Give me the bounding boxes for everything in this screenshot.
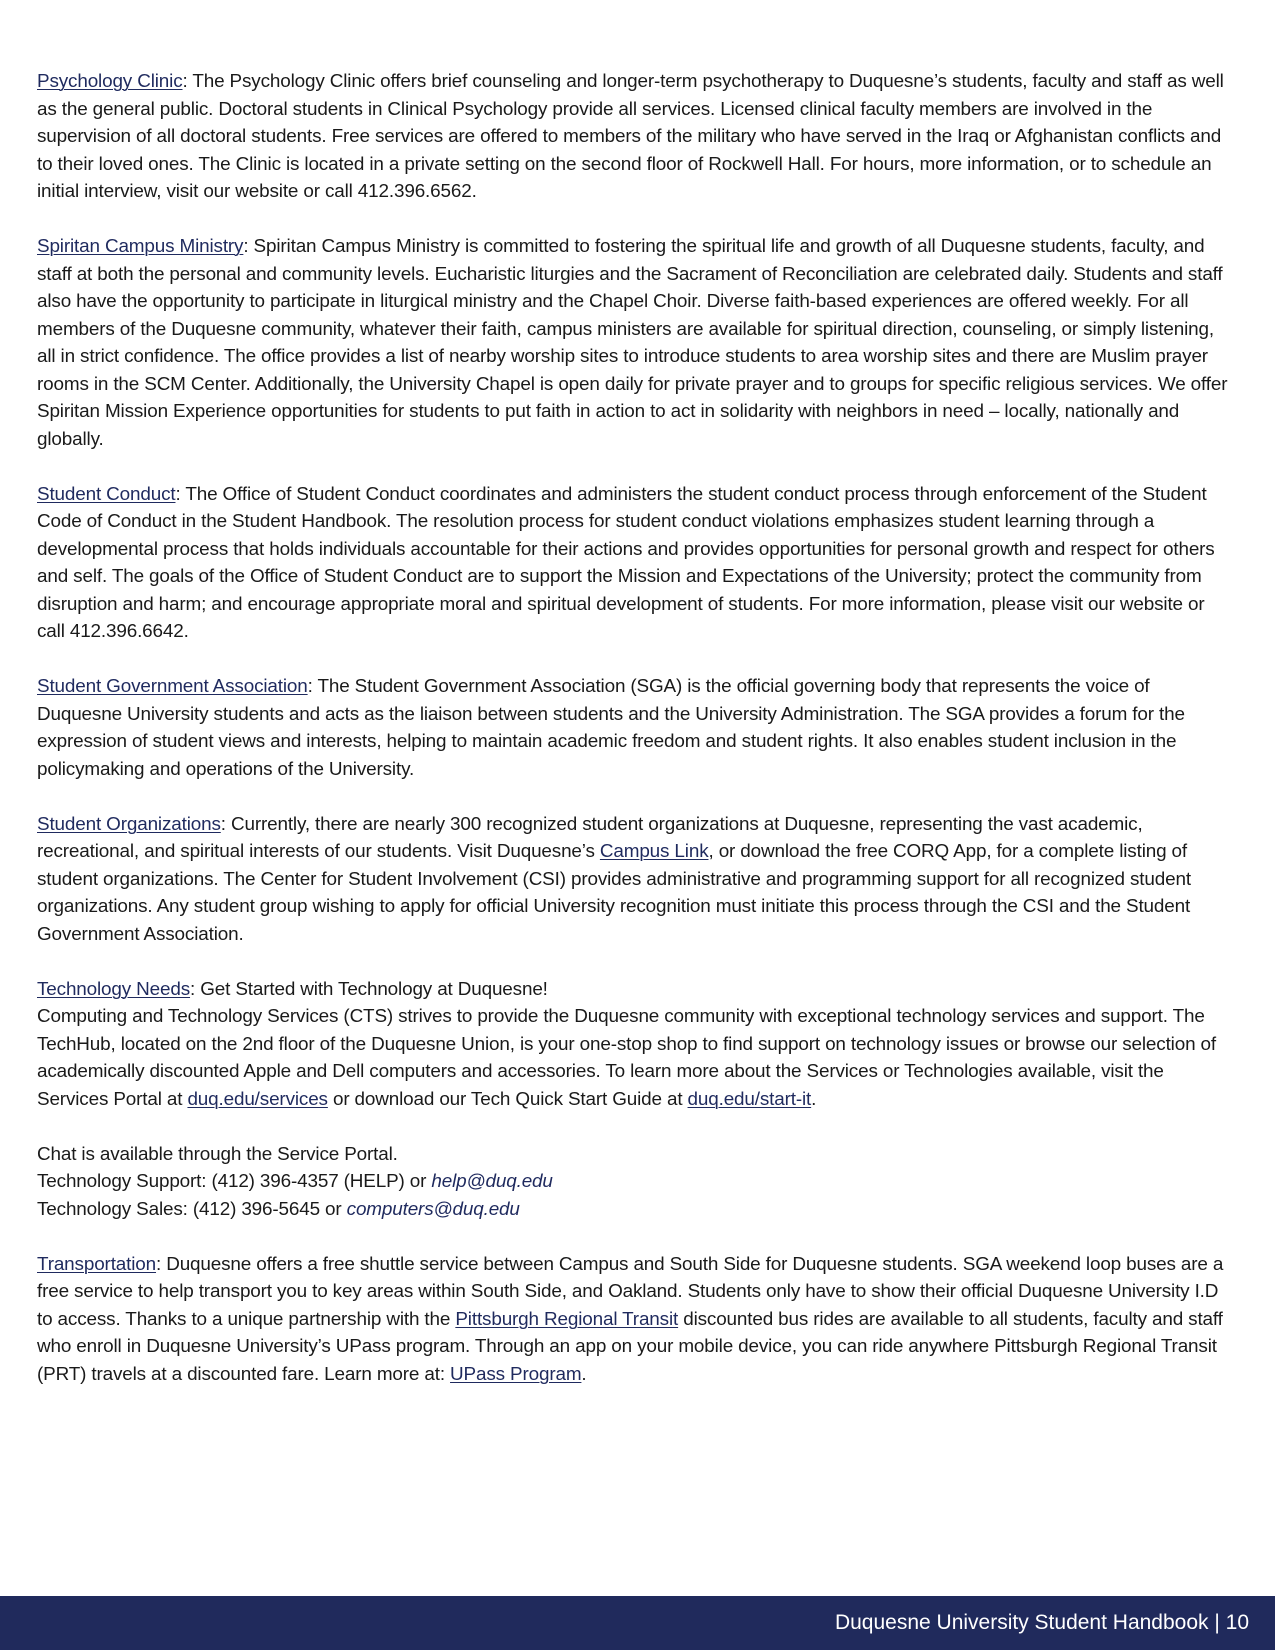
student-conduct-text: : The Office of Student Conduct coordinates and administers the student conduct process through enforcement of the Student Code of Conduct in the Student Handbook. The resolution process for student conduct violations emphasizes student learning through a developmental process that holds individuals accountable for their actions and provides opportunities for personal growth and respect for others and self. The goals of the Office of Student Conduct are to support the Mission and Expectations of the University; protect the community from disruption and harm; and encourage appropriate moral and spiritual development of students. For more information, please visit our website or call 412.396.6642. — [37, 483, 1215, 642]
computers-email-link[interactable]: computers@duq.edu — [346, 1198, 520, 1220]
section-technology-contacts — [37, 1141, 1237, 1224]
technology-support-line — [37, 1168, 1237, 1196]
section-psychology-clinic — [37, 68, 1237, 206]
technology-text-end: . — [811, 1088, 817, 1110]
handbook-content — [37, 68, 1237, 1416]
student-organizations-paragraph — [37, 811, 1237, 949]
technology-text-middle: or download our Tech Quick Start Guide at — [327, 1088, 688, 1110]
section-student-government — [37, 673, 1237, 783]
campus-ministry-link[interactable]: Spiritan Campus Ministry — [37, 236, 244, 257]
technology-text-before: Computing and Technology Services (CTS) strives to provide the Duquesne community with exceptional technology services and support. The TechHub, located on the 2nd floor of the Duquesne Union, is your one-stop shop to find support on technology issues or browse our selection of academically discounted Apple and Dell computers and accessories. To learn more about the Services or Technologies available, visit the Services Portal at — [37, 1006, 1216, 1110]
transportation-text-middle: discounted bus rides are available to all students, faculty and staff who enroll in Duquesne University’s UPass program. Through an app on your mobile device, you can ride anywhere Pittsburgh Regional Transit (PRT) travels at a discounted fare. Learn more at: — [37, 1308, 1223, 1385]
transportation-text-end: . — [581, 1363, 587, 1385]
student-government-text: : The Student Government Association (SGA) is the official governing body that represents the voice of Duquesne University students and acts as the liaison between students and the University Administration. The SGA provides a forum for the expression of student views and interests, helping to maintain academic freedom and student rights. It also enables student inclusion in the policymaking and operations of the University. — [37, 676, 1185, 780]
transportation-paragraph — [37, 1251, 1237, 1389]
technology-support-label: Technology Support: (412) 396-4357 (HELP) or — [37, 1171, 432, 1192]
footer-text: Duquesne University Student Handbook | 10 — [834, 1611, 1249, 1634]
section-student-organizations — [37, 811, 1237, 949]
chat-line: Chat is available through the Service Portal. — [37, 1143, 398, 1165]
section-technology-needs — [37, 976, 1237, 1114]
upass-program-link[interactable]: UPass Program — [450, 1363, 582, 1385]
technology-paragraph — [37, 1003, 1237, 1113]
services-portal-link[interactable]: duq.edu/services — [187, 1088, 328, 1110]
campus-ministry-text: : Spiritan Campus Ministry is committed to fostering the spiritual life and growth of all Duquesne students, faculty, and staff at both the personal and community levels. Eucharistic liturgies and the Sacrament of Reconciliation are celebrated daily. Students and staff also have the opportunity to participate in liturgical ministry and the Chapel Choir. Diverse faith-based experiences are offered weekly. For all members of the Duquesne community, whatever their faith, campus ministers are available for spiritual direction, counseling, or simply listening, all in strict confidence. The office provides a list of nearby worship sites to introduce students to area worship sites and there are Muslim prayer rooms in the SCM Center. Additionally, the University Chapel is open daily for private prayer and to groups for specific religious services. We offer Spiritan Mission Experience opportunities for students to put faith in action to act in solidarity with neighbors in need – locally, nationally and globally. — [37, 236, 1228, 450]
student-organizations-text-before: : Currently, there are nearly 300 recognized student organizations at Duquesne, representing the vast academic, recreational, and spiritual interests of our students. Visit Duquesne’s — [37, 813, 1143, 862]
section-student-conduct — [37, 481, 1237, 646]
technology-sales-label: Technology Sales: (412) 396-5645 or — [37, 1198, 347, 1220]
section-transportation — [37, 1251, 1237, 1389]
campus-ministry-paragraph — [37, 233, 1237, 453]
psychology-clinic-text: : The Psychology Clinic offers brief counseling and longer-term psychotherapy to Duquesne’s students, faculty and staff as well as the general public. Doctoral students in Clinical Psychology provide all services. Licensed clinical faculty members are involved in the supervision of all doctoral students. Free services are offered to members of the military who have served in the Iraq or Afghanistan conflicts and to their loved ones. The Clinic is located in a private setting on the second floor of Rockwell Hall. For hours, more information, or to schedule an initial interview, visit our website or call 412.396.6562. — [37, 71, 1224, 202]
student-organizations-link[interactable]: Student Organizations — [37, 813, 221, 835]
student-government-paragraph — [37, 673, 1237, 783]
page-footer — [0, 1596, 1275, 1650]
start-it-link[interactable]: duq.edu/start-it — [687, 1088, 812, 1110]
help-email-link[interactable]: help@duq.edu — [431, 1171, 553, 1192]
student-organizations-text-after: , or download the free CORQ App, for a complete listing of student organizations. The Center for Student Involvement (CSI) provides administrative and programming support for all recognized student organizations. Any student group wishing to apply for official University recognition must initiate this process through the CSI and the Student Government Association. — [37, 841, 1191, 945]
psychology-clinic-paragraph — [37, 68, 1237, 206]
technology-heading-line — [37, 976, 1237, 1004]
student-government-link[interactable]: Student Government Association — [37, 676, 308, 697]
student-conduct-link[interactable]: Student Conduct — [37, 483, 176, 505]
transportation-text-before: : Duquesne offers a free shuttle service between Campus and South Side for Duquesne students. SGA weekend loop buses are a free service to help transport you to key areas within South Side, and Oakland. Students only have to show their official Duquesne University I.D to access. Thanks to a unique partnership with the — [37, 1253, 1224, 1330]
technology-sales-line — [37, 1196, 1237, 1224]
section-spiritan-campus-ministry — [37, 233, 1237, 453]
pittsburgh-regional-transit-link[interactable]: Pittsburgh Regional Transit — [455, 1308, 679, 1330]
campus-link-link[interactable]: Campus Link — [599, 841, 709, 862]
technology-subtitle: : Get Started with Technology at Duquesne! — [190, 978, 548, 1000]
technology-needs-link[interactable]: Technology Needs — [37, 978, 191, 1000]
psychology-clinic-link[interactable]: Psychology Clinic — [37, 71, 183, 92]
student-conduct-paragraph — [37, 481, 1237, 646]
transportation-link[interactable]: Transportation — [37, 1253, 157, 1275]
